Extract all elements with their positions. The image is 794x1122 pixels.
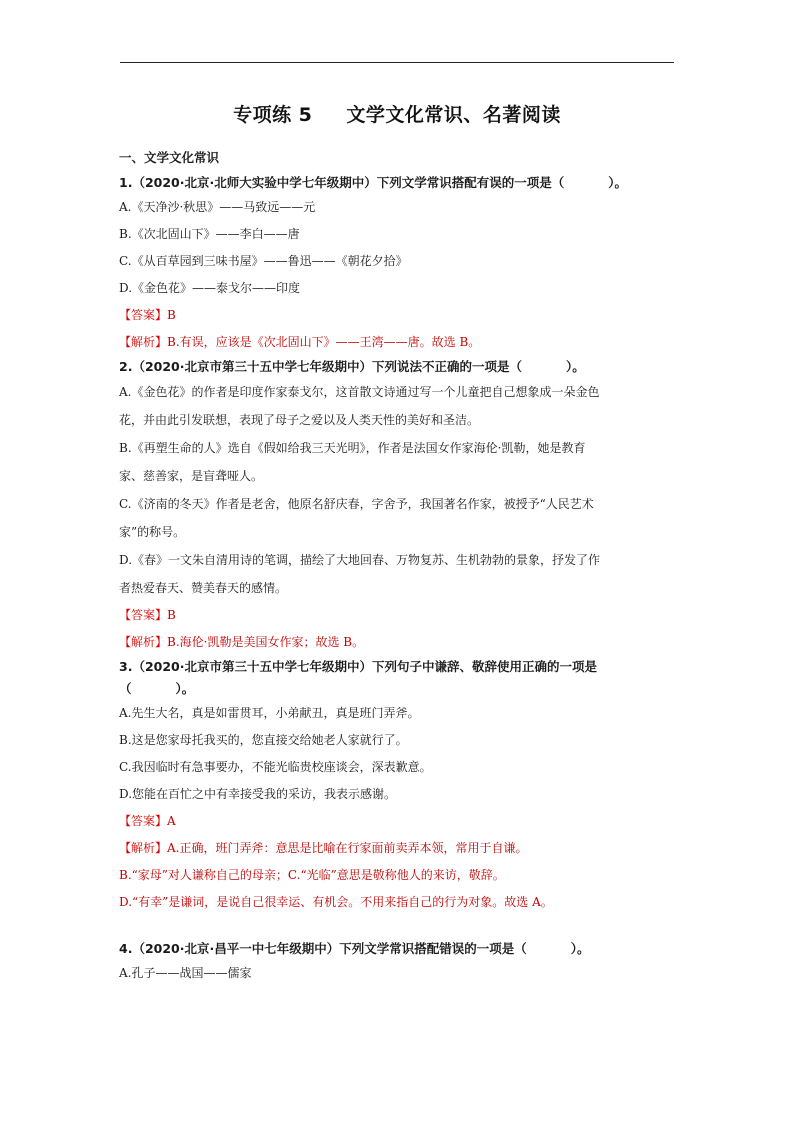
question-1-answer: 【答案】B	[119, 308, 176, 322]
question-2-option-a-line2: 花，并由此引发联想，表现了母子之爱以及人类天性的美好和圣洁。	[119, 413, 480, 427]
question-3-answer: 【答案】A	[119, 814, 176, 828]
question-2-option-d-line2: 者热爱春天、赞美春天的感情。	[119, 581, 288, 595]
question-2-option-b-line2: 家、慈善家，是盲聋哑人。	[119, 469, 264, 483]
title-part-1: 专项练 5	[233, 104, 313, 126]
question-2-option-a-line1: A.《金色花》的作者是印度作家泰戈尔，这首散文诗通过写一个儿童把自己想象成一朵金色	[119, 385, 600, 399]
question-3-option-c: C.我因临时有急事要办，不能光临贵校座谈会，深表歉意。	[119, 760, 432, 774]
question-2-option-c-line1: C.《济南的冬天》作者是老舍，他原名舒庆春，字舍予，我国著名作家，被授予“人民艺术	[119, 497, 594, 511]
question-4-stem: 4.（2020·北京·昌平一中七年级期中）下列文学常识搭配错误的一项是（ ）。	[119, 941, 590, 956]
question-2-analysis: 【解析】B.海伦·凯勒是美国女作家；故选 B。	[119, 635, 365, 649]
section-heading: 一、文学文化常识	[119, 150, 220, 165]
spacer	[119, 916, 679, 938]
page-title	[0, 100, 794, 127]
question-4	[119, 938, 679, 987]
question-1-analysis: 【解析】B.有误，应该是《次北固山下》——王湾——唐。故选 B。	[119, 335, 481, 349]
question-1-option-b: B.《次北固山下》——李白——唐	[119, 227, 300, 241]
question-3-stem-line2: （ ）。	[119, 681, 195, 696]
question-1-stem: 1.（2020·北京·北师大实验中学七年级期中）下列文学常识搭配有误的一项是（ ）。	[119, 175, 628, 190]
question-1	[119, 172, 679, 356]
question-3-analysis-line3: D.“有幸”是谦词，是说自己很幸运、有机会。不用来指自己的行为对象。故选 A。	[119, 895, 553, 909]
title-part-2: 文学文化常识、名著阅读	[346, 104, 561, 126]
question-3-option-d: D.您能在百忙之中有幸接受我的采访，我表示感谢。	[119, 787, 397, 801]
question-4-option-a: A.孔子——战国——儒家	[119, 966, 252, 980]
question-3-option-b: B.这是您家母托我买的，您直接交给她老人家就行了。	[119, 733, 408, 747]
question-1-option-d: D.《金色花》——泰戈尔——印度	[119, 281, 301, 295]
question-1-option-a: A.《天净沙·秋思》——马致远——元	[119, 200, 316, 214]
header-rule	[120, 62, 674, 63]
question-2-option-d-line1: D.《春》一文朱自清用诗的笔调，描绘了大地回春、万物复苏、生机勃勃的景象，抒发了作	[119, 553, 601, 567]
question-2-option-c-line2: 家”的称号。	[119, 525, 186, 539]
question-2-answer: 【答案】B	[119, 608, 176, 622]
question-2-option-b-line1: B.《再塑生命的人》选自《假如给我三天光明》，作者是法国女作家海伦·凯勒，她是教育	[119, 441, 586, 455]
question-2	[119, 356, 679, 656]
question-3-analysis-line1: 【解析】A.正确，班门弄斧：意思是比喻在行家面前卖弄本领，常用于自谦。	[119, 841, 528, 855]
question-1-option-c: C.《从百草园到三味书屋》——鲁迅——《朝花夕拾》	[119, 254, 408, 268]
content	[119, 148, 679, 987]
question-3-stem-line1: 3.（2020·北京市第三十五中学七年级期中）下列句子中谦辞、敬辞使用正确的一项是	[119, 659, 597, 674]
question-3-option-a: A.先生大名，真是如雷贯耳，小弟献丑，真是班门弄斧。	[119, 706, 420, 720]
question-2-stem: 2.（2020·北京市第三十五中学七年级期中）下列说法不正确的一项是（ ）。	[119, 359, 585, 374]
question-3	[119, 656, 679, 916]
question-3-analysis-line2: B.“家母”对人谦称自己的母亲；C.“光临”意思是敬称他人的来访，敬辞。	[119, 868, 505, 882]
